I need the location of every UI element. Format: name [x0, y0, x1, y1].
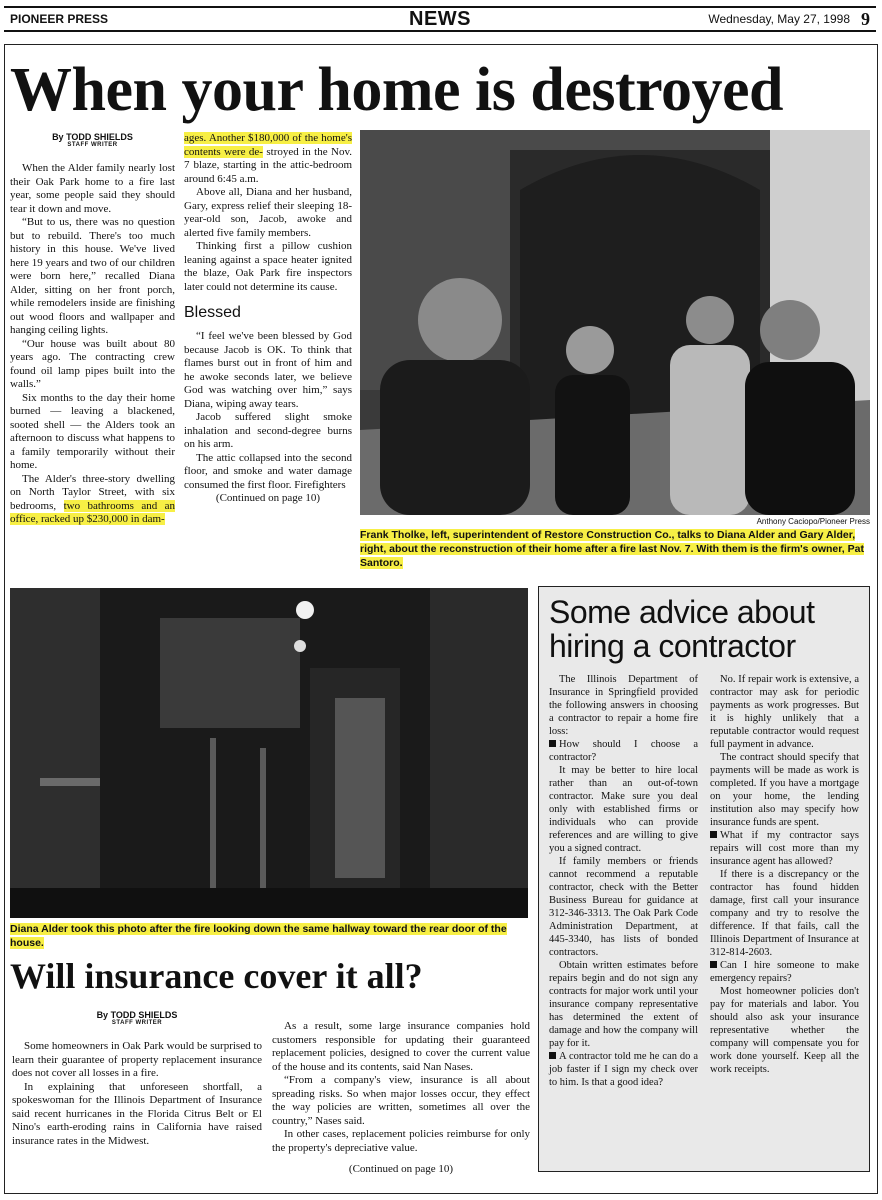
second-headline: Will insurance cover it all?	[10, 956, 423, 996]
text: The Alder's three-story dwelling on North Taylor Street, with six bedrooms,	[10, 472, 175, 512]
paragraph: As a result, some large insurance companies hold customers responsible for updating their guaranteed replacement policies, designed to cover the current value of the house and its contents, said Nan Nases.	[272, 1020, 530, 1073]
paragraph: The attic collapsed into the second floor, and smoke and water damage consumed the first floor. Firefighters	[184, 451, 352, 491]
paragraph: “Our house was built about 80 years ago. The contracting crew found oil lamp pipes built into the walls.”	[10, 337, 175, 390]
sidebar-column-left	[549, 673, 698, 1089]
paragraph: Some homeowners in Oak Park would be surprised to learn their guarantee of property replacement insurance does not cover all losses in a fire.	[12, 1040, 262, 1079]
paragraph: “I feel we've been blessed by God because Jacob is OK. To think that flames burst out in front of him and he awoke seconds later, we believe God was watching over him,” says Diana, wiping away tears.	[184, 330, 352, 410]
paragraph: No. If repair work is extensive, a contractor may ask for periodic payments as work progresses. But it is highly unlikely that a reputable contractor would request full payment in advance.	[710, 674, 859, 750]
issue-date: Wednesday, May 27, 1998	[708, 12, 850, 26]
question	[710, 829, 859, 868]
photo-burned-hallway	[10, 588, 528, 918]
highlighted-text: two bathrooms and an office, racked up $230,000 in dam-	[10, 499, 176, 525]
paragraph: “From a company's view, insurance is all about spreading risks. So when major losses occur, they effect the way policies are written, sometimes all over the country,” Nases said.	[272, 1074, 530, 1127]
square-bullet-icon	[710, 831, 717, 838]
question-text: What if my contractor says repairs will cost more than my insurance agent has allowed?	[710, 830, 859, 867]
paragraph: “But to us, there was no question but to rebuild. There's too much history in this house. We've lived here 19 years and two of our children were born here,” recalled Diana Alder, sitting on her front porch, while remodelers inside are finishing out wood floors and wallpaper and hanging ceiling lights.	[10, 216, 175, 336]
byline-role: STAFF WRITER	[67, 142, 118, 148]
subhead: Blessed	[184, 304, 241, 321]
question-text: Can I hire someone to make emergency repairs?	[710, 960, 859, 984]
masthead	[4, 6, 876, 32]
story1-column-1	[10, 132, 175, 527]
byline-role: STAFF WRITER	[111, 1020, 163, 1026]
continued-note: (Continued on page 10)	[348, 1163, 454, 1175]
question	[549, 738, 698, 764]
photo-construction-team	[360, 130, 870, 515]
photo-credit: Anthony Caciopo/Pioneer Press	[756, 517, 870, 526]
paragraph: In explaining that unforeseen shortfall, a spokeswoman for the Illinois Department of Insurance said recent hurricanes in the Florida Citrus Belt or El Nino's earth-eroding rains in California have raised insurance rates in the Midwest.	[12, 1080, 262, 1147]
paragraph: Jacob suffered slight smoke inhalation and second-degree burns on his arm.	[184, 411, 352, 450]
square-bullet-icon	[549, 1052, 556, 1059]
page-number: 9	[861, 9, 870, 29]
byline: By TODD SHIELDS	[96, 1010, 178, 1020]
paragraph: Above all, Diana and her husband, Gary, express relief their sleeping 18-year-old son, Jacob, awoke and alerted five family members.	[184, 186, 352, 239]
paragraph: In other cases, replacement policies reimburse for only the property's depreciative value.	[272, 1128, 530, 1154]
sidebar-column-right	[710, 673, 859, 1089]
photo-image	[10, 588, 528, 918]
question-text: A contractor told me he can do a job faster if I sign my check over to him. Is that a good idea?	[549, 1051, 698, 1088]
story2-column-2	[272, 1020, 530, 1177]
paragraph: It may be better to hire local rather than an out-of-town contractor. Make sure you deal only with established firms or individuals who can provide references and are willing to give you a signed contract.	[549, 765, 698, 854]
paper-name: PIONEER PRESS	[10, 12, 109, 26]
question	[710, 959, 859, 985]
highlighted-text: ages. Another $180,000 of the home's contents were de-	[184, 132, 352, 158]
paragraph: Obtain written estimates before repairs begin and do not sign any contracts for major work until your insurance company representative has determined the extent of damage and how the company will pay for it.	[549, 960, 698, 1049]
square-bullet-icon	[549, 740, 556, 747]
paragraph	[10, 473, 175, 527]
question-text: How should I choose a contractor?	[549, 739, 698, 763]
byline: By TODD SHIELDS	[52, 132, 133, 142]
paragraph: If there is a discrepancy or the contractor has found hidden damage, first call your insurance company and try to resolve the difference. If that fails, call the Illinois Department of Insurance at 312-814-2603.	[710, 869, 859, 958]
photo-image	[360, 130, 870, 515]
paragraph: If family members or friends cannot recommend a reputable contractor, check with the Better Business Bureau for guidance at 312-346-3313. The Oak Park Code Administration Department, at 445-3340, has lists of bonded contractors.	[549, 856, 698, 958]
paragraph: When the Alder family nearly lost their Oak Park home to a fire last year, some people said they should tear it down and move.	[10, 162, 175, 215]
square-bullet-icon	[710, 961, 717, 968]
caption-text: Frank Tholke, left, superintendent of Restore Construction Co., talks to Diana Alder and Gary Alder, right, about the reconstruction of their home after a fire last Nov. 7. With them is the firm's owner, Pat Santoro.	[360, 529, 864, 569]
photo-caption	[10, 922, 528, 950]
paragraph: Most homeowner policies don't pay for materials and labor. You should also ask your insurance representative whether the company will compensate you for work done yourself. Keep all the work receipts.	[710, 986, 859, 1075]
paragraph: The Illinois Department of Insurance in Springfield provided the following answers in choosing a contractor to repair a home fire loss:	[549, 674, 698, 737]
caption-text: Diana Alder took this photo after the fire looking down the same hallway toward the rear door of the house.	[10, 923, 507, 949]
section-name: NEWS	[409, 8, 471, 30]
question	[549, 1050, 698, 1089]
story1-column-2	[184, 132, 352, 506]
photo-caption	[360, 528, 870, 570]
paragraph	[184, 132, 352, 186]
paragraph: The contract should specify that payments will be made as work is completed. If you have a mortgage on your home, the lending institution also may specify how insurance funds are spent.	[710, 752, 859, 828]
text: stroyed in the Nov. 7 blaze, starting in the attic-bedroom around 6:45 a.m.	[184, 145, 353, 185]
paragraph: Thinking first a pillow cushion leaning against a space heater ignited the blaze, Oak Park fire inspectors later could not determine its cause.	[184, 240, 352, 293]
paragraph: Six months to the day their home burned — leaving a blackened, sooted shell — the Alders took an afternoon to discuss what happens to a family temporarily without their home.	[10, 391, 175, 471]
main-headline: When your home is destroyed	[10, 56, 784, 124]
continued-note: (Continued on page 10)	[215, 492, 321, 504]
story2-column-1	[12, 1010, 262, 1148]
advice-sidebar	[538, 586, 870, 1172]
sidebar-title: Some advice about hiring a contractor	[549, 594, 815, 664]
